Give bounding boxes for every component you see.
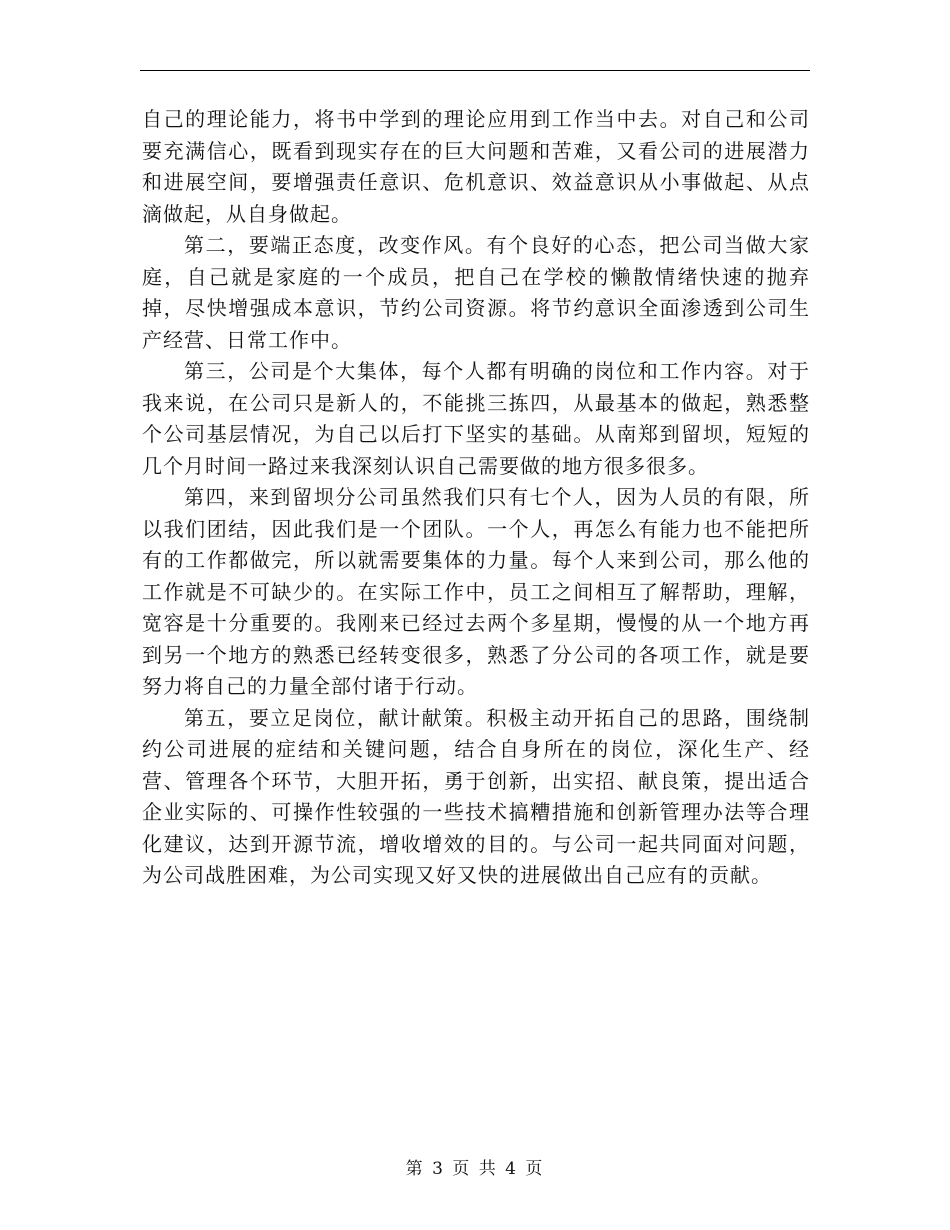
footer-middle: 页 共 [452,1159,498,1179]
footer-suffix: 页 [525,1159,545,1179]
paragraph-second-point: 第二，要端正态度，改变作风。有个良好的心态，把公司当做大家庭，自己就是家庭的一个成员，把自己在学校的懒散情绪快速的抛弃掉，尽快增强成本意识，节约公司资源。将节约意识全面渗透到公司生产经营、日常工作中。 [142,233,810,352]
paragraph-fifth-point: 第五，要立足岗位，献计献策。积极主动开拓自己的思路，围绕制约公司进展的症结和关键问题，结合自身所在的岗位，深化生产、经营、管理各个环节，大胆开拓，勇于创新，出实招、献良策，提出适合企业实际的、可操作性较强的一些技术搞糟措施和创新管理办法等合理化建议，达到开源节流，增收增效的目的。与公司一起共同面对问题，为公司战胜困难，为公司实现又好又快的进展做出自己应有的贡献。 [142,705,810,887]
footer-current-page: 3 [432,1159,445,1179]
paragraph-third-point: 第三，公司是个大集体，每个人都有明确的岗位和工作内容。对于我来说，在公司只是新人的，不能挑三拣四，从最基本的做起，熟悉整个公司基层情况，为自己以后打下坚实的基础。从南郑到留坝，短短的几个月时间一路过来我深刻认识自己需要做的地方很多很多。 [142,359,810,478]
paragraph-fourth-point: 第四，来到留坝分公司虽然我们只有七个人，因为人员的有限，所以我们团结，因此我们是一个团队。一个人，再怎么有能力也不能把所有的工作都做完，所以就需要集体的力量。每个人来到公司，那么他的工作就是不可缺少的。在实际工作中，员工之间相互了解帮助，理解，宽容是十分重要的。我刚来已经过去两个多星期，慢慢的从一个地方再到另一个地方的熟悉已经转变很多，熟悉了分公司的各项工作，就是要努力将自己的力量全部付诸于行动。 [142,485,810,698]
header-rule [140,70,810,71]
page-footer [0,1154,950,1179]
footer-prefix: 第 [405,1159,425,1179]
document-body [142,104,810,892]
footer-total-pages: 4 [505,1159,518,1179]
paragraph-continuation: 自己的理论能力，将书中学到的理论应用到工作当中去。对自己和公司要充满信心，既看到现实存在的巨大问题和苦难，又看公司的进展潜力和进展空间，要增强责任意识、危机意识、效益意识从小事做起、从点滴做起，从自身做起。 [142,107,810,226]
